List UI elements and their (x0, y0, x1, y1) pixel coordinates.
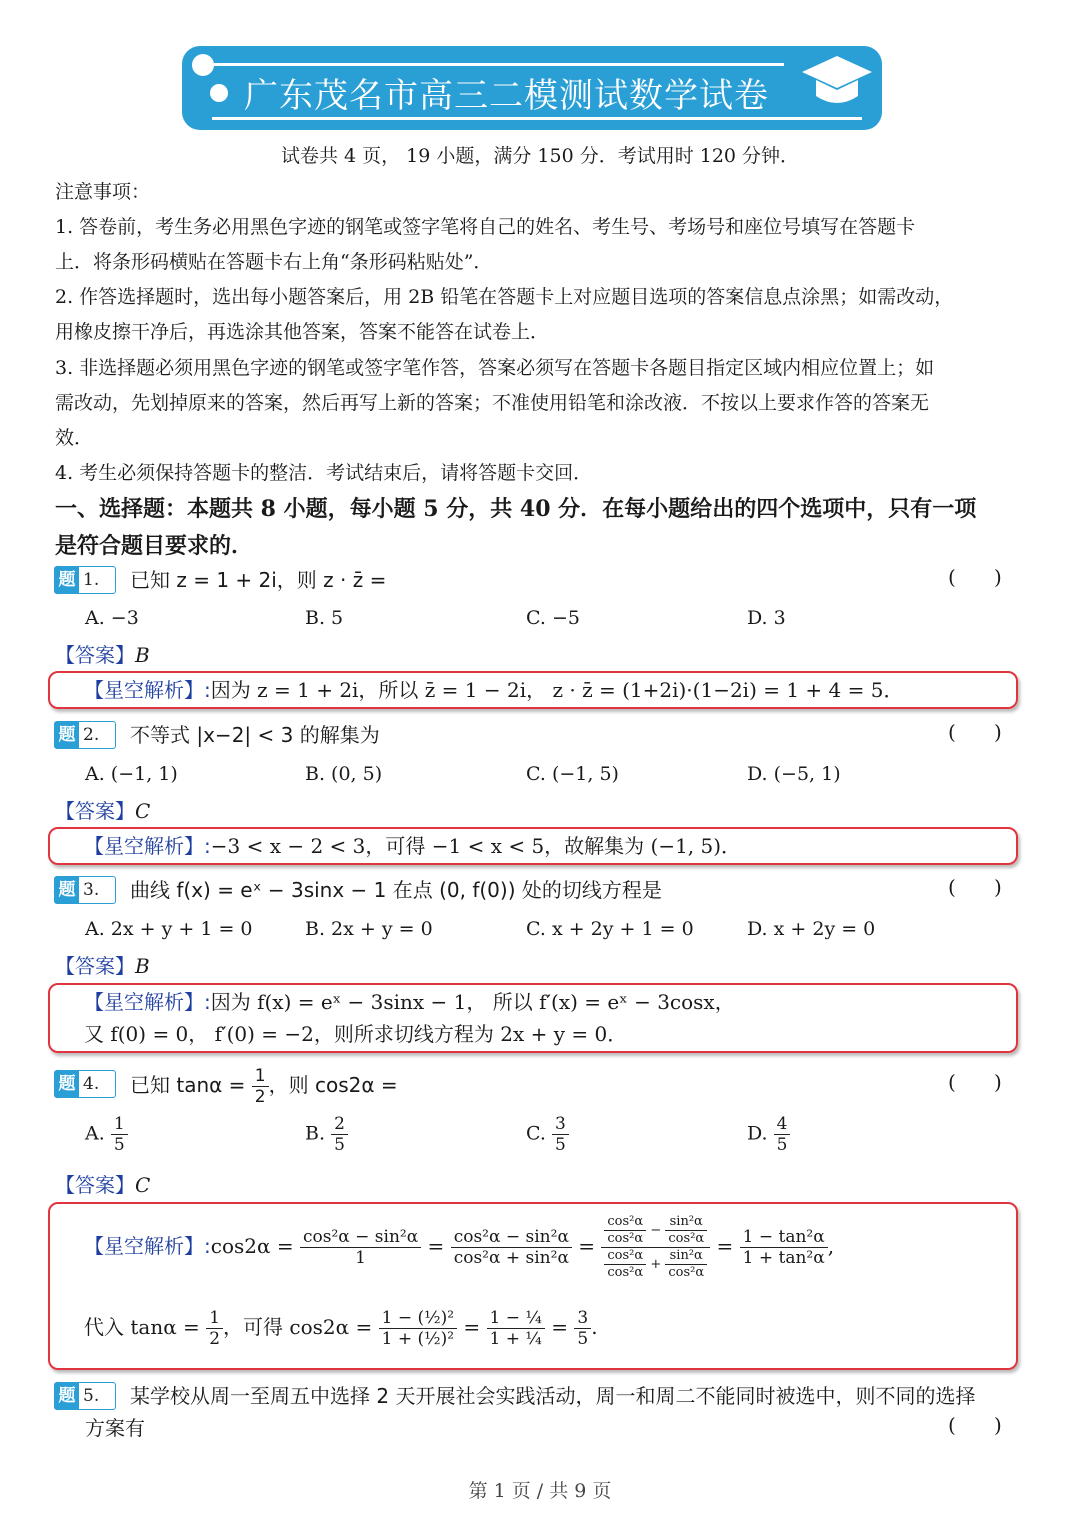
analysis-box (48, 827, 1018, 865)
option-label: D. (747, 1122, 768, 1145)
banner-line (212, 117, 862, 120)
numerator: 1 (111, 1114, 128, 1135)
option-a (85, 1114, 128, 1155)
question-number: 1. (83, 570, 100, 590)
question-badge (54, 1382, 116, 1410)
question-badge (54, 566, 116, 594)
denominator: 1 (355, 1248, 366, 1268)
fraction (574, 1308, 591, 1349)
option-label: A. (85, 1122, 105, 1145)
notes-line: 需改动，先划掉原来的答案，然后再写上新的答案；不准使用铅笔和涂改液．不按以上要求作答的答案无 (55, 392, 930, 414)
fraction (206, 1308, 223, 1349)
answer-bracket: ( ) (948, 1070, 1002, 1094)
question-stem: 已知 z = 1 + 2i，则 z · z̄ = (130, 568, 387, 592)
option-d: D. x + 2y = 0 (747, 918, 876, 940)
fraction (552, 1114, 569, 1155)
analysis-formula-row: 代入 tanα = $\frac{1}{2}$ ，可得 cos2α = $\frac{\text{1 − (½)²}}{\text{1 + (½)²}}$ = $\frac{\text{1 − ¼}}{\text{1 + ¼}}$ = $\frac{3}{5}$ . (84, 1308, 598, 1349)
answer-line (55, 796, 150, 826)
question-stem: 某学校从周一至周五中选择 2 天开展社会实践活动，周一和周二不能同时被选中，则不同的选择 (130, 1384, 976, 1408)
notes-line: 3. 非选择题必须用黑色字迹的钢笔或签字笔作答，答案必须写在答题卡各题目指定区域内相应位置上；如 (55, 357, 935, 379)
question-badge (54, 876, 116, 904)
fraction (774, 1114, 791, 1155)
answer-label: 【答案】 (55, 643, 135, 667)
numerator: 1 − tan²α (740, 1227, 828, 1248)
notes-line: 2. 作答选择题时，选出每小题答案后，用 2B 铅笔在答题卡上对应题目选项的答案信息点涂黑；如需改动， (55, 286, 954, 308)
notes-line: 效． (55, 427, 94, 449)
denominator: cos²α (607, 1265, 644, 1280)
answer-value: B (135, 954, 150, 978)
question-number: 2. (83, 725, 100, 745)
notes-line: 4. 考生必须保持答题卡的整洁．考试结束后，请将答题卡交回． (55, 462, 593, 484)
denominator: cos²α + sin²α (453, 1248, 569, 1268)
analysis-text: cos2α = (210, 1234, 294, 1258)
fraction (331, 1114, 348, 1155)
numerator: cos²α (604, 1214, 646, 1231)
fraction (487, 1308, 545, 1349)
option-label: C. (526, 1122, 546, 1145)
numerator: 1 − (½)² (379, 1308, 457, 1329)
denominator: 5 (776, 1135, 788, 1155)
numerator: 3 (552, 1114, 569, 1135)
denominator: 1 + ¼ (489, 1329, 542, 1349)
analysis-label: 【星空解析】: (84, 990, 211, 1014)
answer-value: C (135, 1173, 151, 1197)
graduation-cap-icon (800, 52, 874, 112)
numerator: 2 (331, 1114, 348, 1135)
denominator: 1 + tan²α (742, 1248, 825, 1268)
answer-value: C (135, 799, 151, 823)
question-stem (130, 1062, 398, 1108)
section-heading: 一、选择题：本题共 8 小题，每小题 5 分，共 40 分．在每小题给出的四个选项中，只有一项 (55, 496, 977, 522)
question-number: 5. (83, 1386, 100, 1406)
option-d: D. 3 (747, 607, 786, 629)
numerator: 1 − ¼ (487, 1308, 545, 1329)
option-b (305, 1114, 348, 1155)
fraction (111, 1114, 128, 1155)
numerator: 1 (252, 1066, 269, 1087)
numerator: sin²α (665, 1214, 707, 1231)
notes-line: 1. 答卷前，考生务必用黑色字迹的钢笔或签字笔将自己的姓名、考生号、考场号和座位号填写在答题卡 (55, 216, 916, 238)
answer-bracket: ( ) (948, 1413, 1002, 1437)
compound-fraction (601, 1214, 710, 1281)
question-stem-text: 已知 tanα = (130, 1073, 246, 1097)
analysis-text: ，可得 cos2α = (223, 1315, 373, 1339)
analysis-text: 因为 f(x) = eˣ − 3sinx − 1， 所以 f′(x) = eˣ − 3cosx， (210, 990, 735, 1014)
question-badge-label: 题 (55, 877, 79, 903)
analysis-text: −3 < x − 2 < 3，可得 −1 < x < 5，故解集为 (−1, 5)． (210, 834, 742, 858)
denominator: 1 + (½)² (381, 1329, 455, 1349)
fraction (451, 1227, 572, 1268)
analysis-text: 代入 tanα = (84, 1315, 200, 1339)
option-a: A. −3 (85, 607, 139, 629)
answer-bracket: ( ) (948, 875, 1002, 899)
question-stem: 不等式 |x−2| < 3 的解集为 (130, 723, 380, 747)
answer-label: 【答案】 (55, 954, 135, 978)
numerator: 1 (206, 1308, 223, 1329)
answer-bracket: ( ) (948, 565, 1002, 589)
numerator: sin²α (665, 1248, 707, 1265)
question-stem: 方案有 (85, 1416, 145, 1440)
option-c: C. (−1, 5) (526, 763, 619, 785)
option-c: C. −5 (526, 607, 580, 629)
option-d (747, 1114, 790, 1155)
numerator: 4 (774, 1114, 791, 1135)
option-a: A. (−1, 1) (85, 763, 178, 785)
analysis-label: 【星空解析】: (84, 834, 211, 858)
notes-heading: 注意事项： (55, 181, 151, 203)
analysis-text: 因为 z = 1 + 2i，所以 z̄ = 1 − 2i， z · z̄ = (1+2i)·(1−2i) = 1 + 4 = 5． (210, 678, 904, 702)
option-b: B. (0, 5) (305, 763, 383, 785)
question-badge-label: 题 (55, 1383, 79, 1409)
denominator: cos²α (668, 1231, 705, 1246)
option-c (526, 1114, 569, 1155)
notes-line: 上．将条形码横贴在答题卡右上角“条形码粘贴处”． (55, 251, 493, 273)
fraction (252, 1066, 269, 1107)
fraction (300, 1227, 421, 1268)
denominator: 5 (113, 1135, 125, 1155)
banner-line (204, 63, 784, 66)
question-badge-label: 题 (55, 567, 79, 593)
page-footer: 第 1 页 / 共 9 页 (468, 1480, 612, 1502)
answer-bracket: ( ) (948, 720, 1002, 744)
numerator: cos²α (604, 1248, 646, 1265)
option-b: B. 2x + y = 0 (305, 918, 433, 940)
question-stem: 曲线 f(x) = eˣ − 3sinx − 1 在点 (0, f(0)) 处的切线方程是 (130, 878, 662, 902)
answer-line (55, 640, 150, 670)
analysis-box (48, 671, 1018, 709)
answer-label: 【答案】 (55, 799, 135, 823)
notes-line: 用橡皮擦干净后，再选涂其他答案，答案不能答在试卷上． (55, 321, 550, 343)
denominator: 2 (209, 1329, 221, 1349)
analysis-box (48, 1202, 1018, 1370)
analysis-box (48, 983, 1018, 1053)
question-number: 4. (83, 1074, 100, 1094)
numerator: 3 (574, 1308, 591, 1329)
denominator: $\frac{\text{cos²α}}{\text{cos²α}}$ + $\frac{\text{sin²α}}{\text{cos²α}}$ (601, 1248, 710, 1281)
answer-line (55, 951, 150, 981)
question-badge-label: 题 (55, 722, 79, 748)
title-banner (182, 46, 882, 130)
denominator: cos²α (668, 1265, 705, 1280)
numerator: cos²α − sin²α (451, 1227, 572, 1248)
exam-info: 试卷共 4 页， 19 小题，满分 150 分．考试用时 120 分钟． (280, 145, 800, 167)
banner-dot (210, 84, 228, 102)
answer-value: B (135, 643, 150, 667)
section-heading: 是符合题目要求的． (55, 533, 254, 559)
question-number: 3. (83, 880, 100, 900)
question-badge-label: 题 (55, 1071, 79, 1097)
answer-line (55, 1170, 150, 1200)
denominator: 5 (334, 1135, 345, 1155)
numerator: $\frac{\text{cos²α}}{\text{cos²α}}$ − $\frac{\text{sin²α}}{\text{cos²α}}$ (601, 1214, 710, 1248)
question-badge (54, 1070, 116, 1098)
option-label: B. (305, 1122, 326, 1145)
question-stem-text: ，则 cos2α = (268, 1073, 398, 1097)
fraction (740, 1227, 828, 1268)
option-b: B. 5 (305, 607, 344, 629)
denominator: 2 (254, 1087, 266, 1107)
numerator: cos²α − sin²α (300, 1227, 421, 1248)
analysis-text: 又 f(0) = 0， f′(0) = −2，则所求切线方程为 2x + y = 0． (84, 1022, 628, 1046)
option-a: A. 2x + y + 1 = 0 (85, 918, 253, 940)
option-d: D. (−5, 1) (747, 763, 841, 785)
fraction (379, 1308, 457, 1349)
analysis-label: 【星空解析】: (84, 678, 211, 702)
analysis-formula-row: 【星空解析】:cos2α = $\frac{\text{cos²α − sin²α}}{1}$ = $\frac{\text{cos²α − sin²α}}{\text{cos²α + sin²α}}$ = $\frac{\text{cos²α}}{\text{cos²α}}$ − $\frac{\text{sin²α}}{\text{cos²α}}$ $\frac{\text{cos²α}}{\text{cos²α}}$ + $\frac{\text{sin²α}}{\text{cos²α}}$ = $\frac{\text{1 − tan²α}}{\text{1 + tan²α}}$ , (84, 1214, 835, 1280)
question-badge (54, 721, 116, 749)
page-title: 广东茂名市高三二模测试数学试卷 (244, 76, 769, 116)
denominator: 5 (554, 1135, 566, 1155)
denominator: cos²α (607, 1231, 644, 1246)
answer-label: 【答案】 (55, 1173, 135, 1197)
denominator: 5 (577, 1329, 589, 1349)
option-c: C. x + 2y + 1 = 0 (526, 918, 694, 940)
analysis-label: 【星空解析】: (84, 1234, 211, 1258)
